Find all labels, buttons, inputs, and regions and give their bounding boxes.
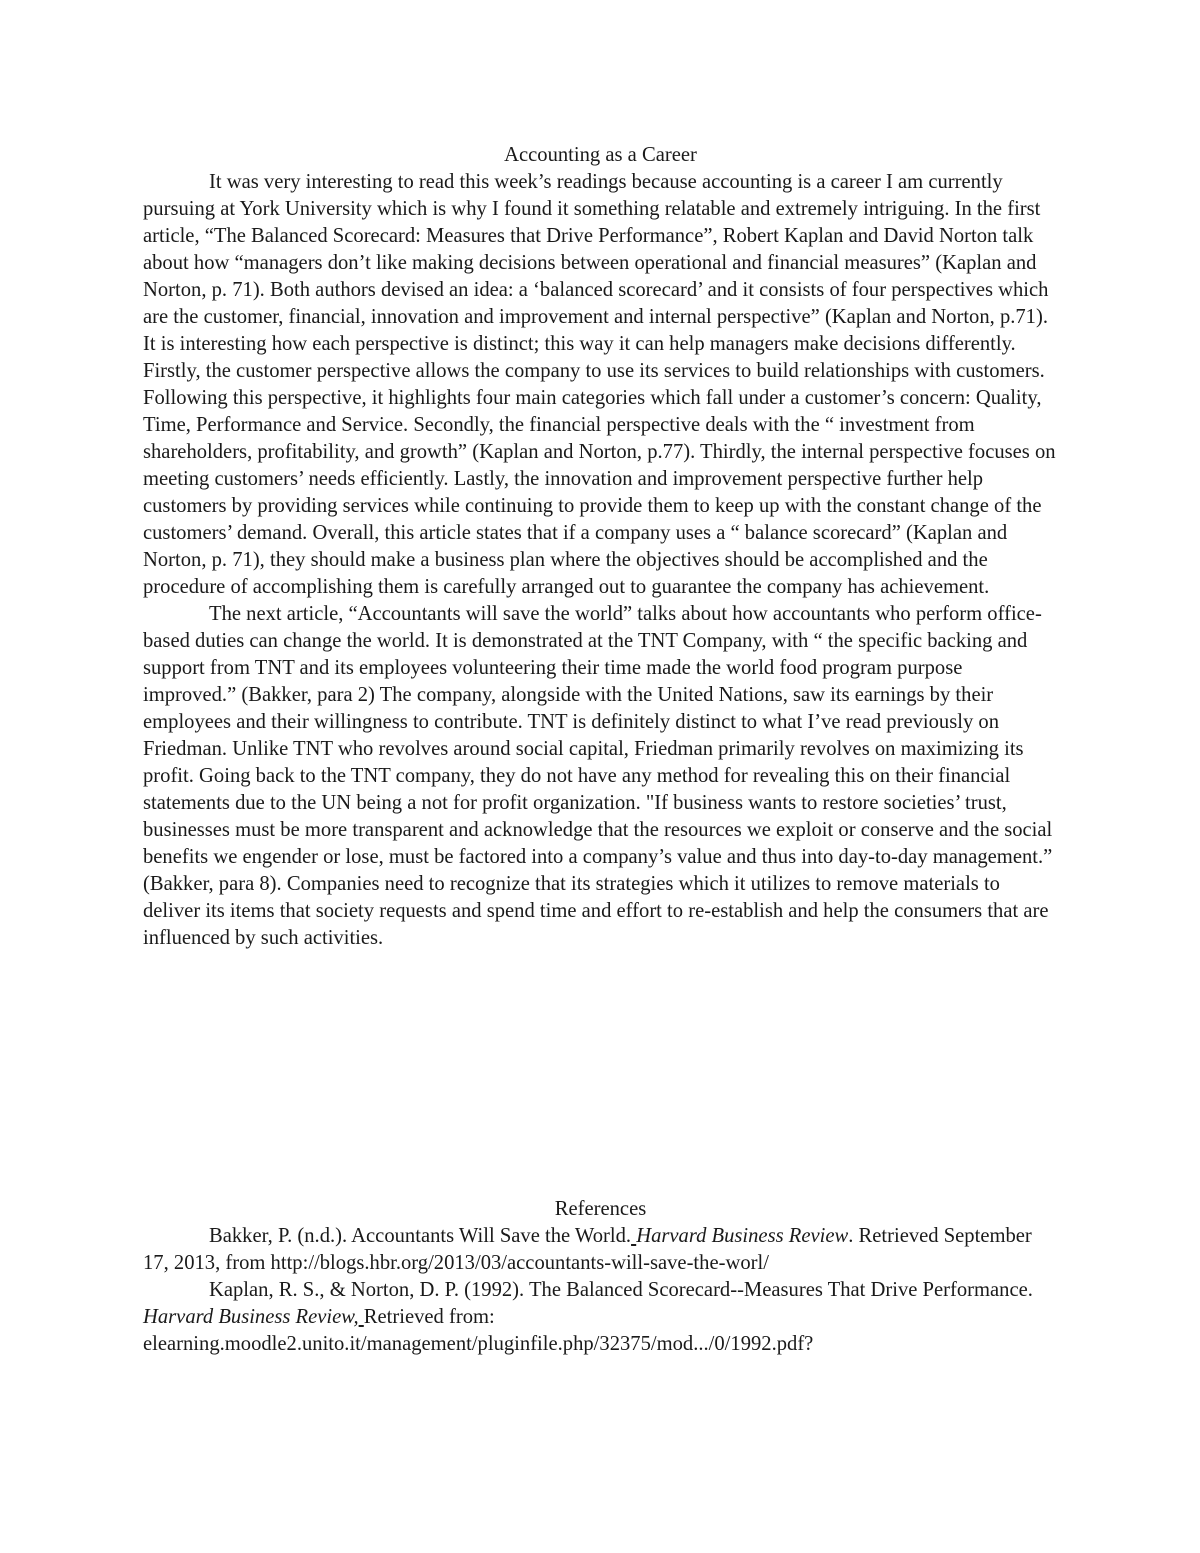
references-section [143, 1196, 1058, 1358]
reference-entry-kaplan [143, 1277, 1058, 1358]
essay-title: Accounting as a Career [504, 144, 697, 166]
reference-journal: Harvard Business Review, [143, 1306, 359, 1328]
reference-entry-bakker [143, 1223, 1058, 1277]
reference-retrieval: . Retrieved September 17, 2013, from http://blogs.hbr.org/2013/03/accountants-will-save-the-worl/ [143, 1225, 1032, 1274]
essay-body [143, 142, 1058, 952]
reference-text: Bakker, P. (n.d.). Accountants Will Save the World. [209, 1225, 632, 1247]
reference-journal: Harvard Business Review [636, 1225, 849, 1247]
reference-retrieval: Retrieved from: elearning.moodle2.unito.it/management/pluginfile.php/32375/mod.../0/1992.pdf? [143, 1306, 814, 1355]
essay-paragraph-2: The next article, “Accountants will save the world” talks about how accountants who perform office-based duties can change the world. It is demonstrated at the TNT Company, with “ the specific backing and support from TNT and its employees volunteering their time made the world food program purpose improved.” (Bakker, para 2) The company, alongside with the United Nations, saw its earnings by their employees and their willingness to contribute. TNT is definitely distinct to what I’ve read previously on Friedman. Unlike TNT who revolves around social capital, Friedman primarily revolves on maximizing its profit. Going back to the TNT company, they do not have any method for revealing this on their financial statements due to the UN being a not for profit organization. "If business wants to restore societies’ trust, businesses must be more transparent and acknowledge that the resources we exploit or conserve and the social benefits we engender or lose, must be factored into a company’s value and thus into day-to-day management.” (Bakker, para 8). Companies need to recognize that its strategies which it utilizes to remove materials to deliver its items that society requests and spend time and effort to re-establish and help the consumers that are influenced by such activities. [143, 603, 1053, 949]
references-heading: References [554, 1198, 647, 1220]
essay-paragraph-1: It was very interesting to read this week’s readings because accounting is a career I am currently pursuing at York University which is why I found it something relatable and extremely intriguing. In the first article, “The Balanced Scorecard: Measures that Drive Performance”, Robert Kaplan and David Norton talk about how “managers don’t like making decisions between operational and financial measures” (Kaplan and Norton, p. 71). Both authors devised an idea: a ‘balanced scorecard’ and it consists of four perspectives which are the customer, financial, innovation and improvement and internal perspective” (Kaplan and Norton, p.71). It is interesting how each perspective is distinct; this way it can help managers make decisions differently. Firstly, the customer perspective allows the company to use its services to build relationships with customers. Following this perspective, it highlights four main categories which fall under a customer’s concern: Quality, Time, Performance and Service. Secondly, the financial perspective deals with the “ investment from shareholders, profitability, and growth” (Kaplan and Norton, p.77). Thirdly, the internal perspective focuses on meeting customers’ needs efficiently. Lastly, the innovation and improvement perspective further help customers by providing services while continuing to provide them to keep up with the constant change of the customers’ demand. Overall, this article states that if a company uses a “ balance scorecard” (Kaplan and Norton, p. 71), they should make a business plan where the objectives should be accomplished and the procedure of accomplishing them is carefully arranged out to guarantee the company has achievement. [143, 171, 1056, 598]
reference-text: Kaplan, R. S., & Norton, D. P. (1992). The Balanced Scorecard--Measures That Drive Performance. [209, 1279, 1033, 1301]
